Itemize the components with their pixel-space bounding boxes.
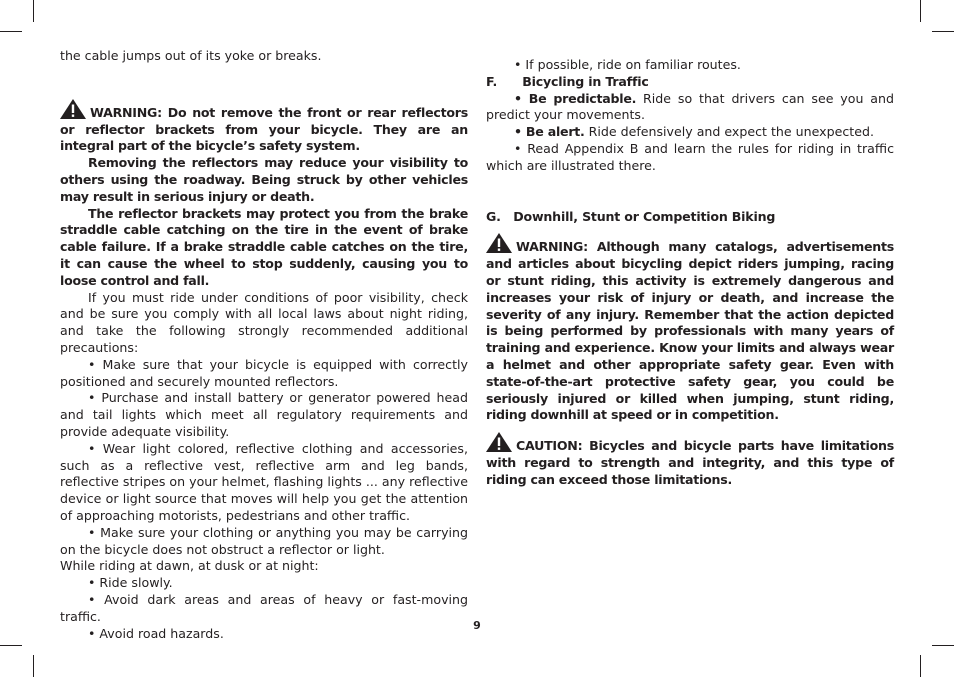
bullet-item: • Read Appendix B and learn the rules for riding in traffic which are illustrated there. (486, 140, 894, 173)
paragraph: While riding at dawn, at dusk or at night: (60, 558, 319, 574)
paragraph: If you must ride under conditions of poor visibility, check and be sure you comply with all local laws about night riding, and take the following strongly recommended additional precautions: (60, 289, 468, 355)
bullet-item: • Wear light colored, reflective clothing and accessories, such as a reflective vest, reflective arm and leg bands, reflective stripes on your helmet, flashing lights ... any reflective device or light source that moves will help you get the attention of approaching motorists, pedestrians and other traffic. (60, 440, 468, 523)
warning-paragraph: The reflector brackets may protect you from the brake straddle cable catching on the tire in the event of brake cable failure. If a brake straddle cable catches on the tire, it can cause the wheel to stop suddenly, causing you to loose control and fall. (60, 205, 468, 288)
warning-triangle-icon (486, 432, 512, 452)
bullet-item (486, 91, 894, 125)
warning-block (60, 99, 468, 155)
crop-mark (0, 645, 22, 646)
crop-mark (920, 655, 921, 677)
bullet-label: • Be alert. (514, 124, 585, 140)
bullet-item: • Avoid dark areas and areas of heavy or fast-moving traffic. (60, 591, 468, 624)
bullet-text: Ride defensively and expect the unexpected. (584, 124, 874, 140)
warning-paragraph: Removing the reflectors may reduce your visibility to others using the roadway. Being struck by other vehicles may result in serious injury or death. (60, 155, 468, 204)
warning-text: WARNING: Although many catalogs, advertisements and articles about bicycling depict riders jumping, racing or stunt riding, this activity is extremely dangerous and increases your risk of injury or death, and increase the severity of any injury. Remember that the action depicted is being performed by professionals with many years of training and experience. Know your limits and always wear a helmet and other appropriate safety gear. Even with state-of-the-art protective safety gear, you could be seriously injured or killed when jumping, stunt riding, riding downhill at speed or in competition. (486, 239, 894, 423)
bullet-item (486, 124, 894, 141)
crop-mark (932, 31, 954, 32)
bullet-label: • Be predictable. (514, 90, 637, 106)
bullet-item: • Avoid road hazards. (88, 625, 224, 641)
warning-triangle-icon (60, 99, 86, 119)
paragraph: the cable jumps out of its yoke or breaks. (60, 48, 322, 63)
crop-mark (33, 655, 34, 677)
crop-mark (932, 645, 954, 646)
bullet-item: • Purchase and install battery or generator powered head and tail lights which meet all regulatory requirements and provide adequate visibility. (60, 390, 468, 439)
warning-text: WARNING: Do not remove the front or rear reflectors or reflector brackets from your bicycle. They are an integral part of the bicycle’s safety system. (60, 104, 468, 154)
bullet-item: • Make sure that your bicycle is equipped with correctly positioned and securely mounted reflectors. (60, 356, 468, 389)
section-heading: G. Downhill, Stunt or Competition Biking (486, 208, 776, 224)
right-column (486, 57, 894, 489)
caution-block (486, 432, 894, 488)
bullet-item: • If possible, ride on familiar routes. (514, 57, 741, 72)
bullet-item: • Make sure your clothing or anything you may be carrying on the bicycle does not obstruct a reflector or light. (60, 524, 468, 557)
caution-text: CAUTION: Bicycles and bicycle parts have limitations with regard to strength and integrity, and this type of riding can exceed those limitations. (486, 438, 894, 487)
crop-mark (920, 0, 921, 22)
warning-block (486, 233, 894, 424)
left-column (60, 48, 468, 642)
crop-mark (33, 0, 34, 22)
section-heading: F. Bicycling in Traffic (486, 73, 649, 89)
page-number: 9 (473, 619, 481, 632)
bullet-text: Ride so that drivers can see you and predict your movements. (486, 90, 895, 123)
warning-triangle-icon (486, 233, 512, 253)
bullet-item: • Ride slowly. (88, 575, 173, 591)
crop-mark (0, 31, 22, 32)
